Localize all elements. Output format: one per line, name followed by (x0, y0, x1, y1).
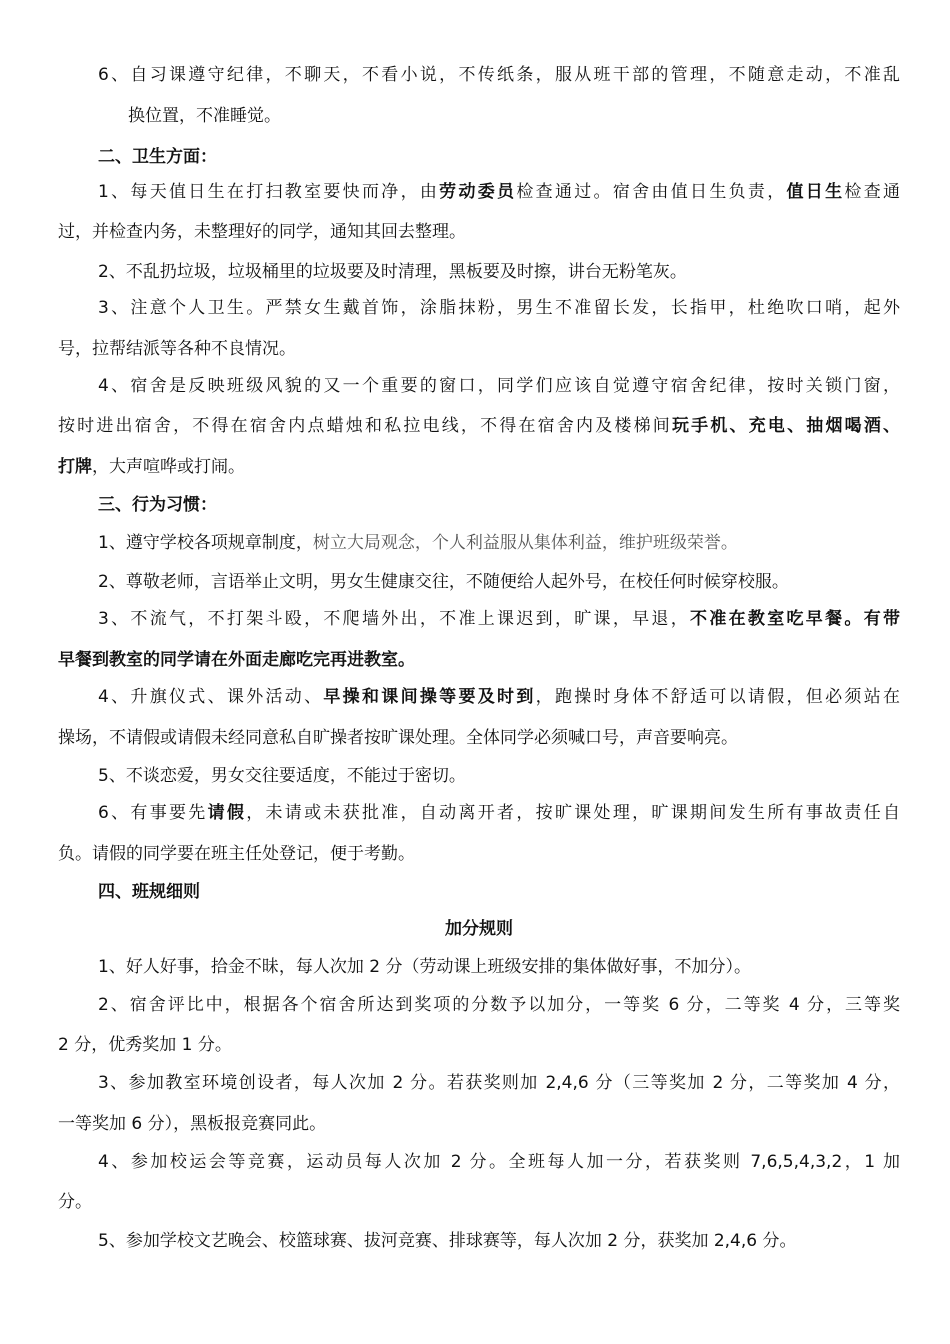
hygiene-rule-1-line-2: 过，并检查内务，未整理好的同学，通知其回去整理。 (58, 222, 466, 242)
hygiene-rule-4-line-1: 4、宿舍是反映班级风貌的又一个重要的窗口，同学们应该自觉遵守宿舍纪律，按时关锁门窗， (98, 376, 900, 396)
hygiene-rule-1-line-1 (98, 181, 900, 203)
behavior-rule-4-line-2: 操场，不请假或请假未经同意私自旷操者按旷课处理。全体同学必须喊口号，声音要响亮。 (58, 728, 738, 748)
rule-6-line-1: 6、自习课遵守纪律，不聊天，不看小说，不传纸条，服从班干部的管理，不随意走动，不准乱 (98, 65, 900, 85)
bonus-rule-2-line-2: 2 分，优秀奖加 1 分。 (58, 1035, 232, 1055)
bold-span: 不准在教室吃早餐。有带 (690, 609, 900, 629)
text-span: 4、升旗仪式、课外活动、 (98, 687, 324, 707)
bold-span: 请假 (207, 803, 247, 823)
text-span: 1、遵守学校各项规章制度， (98, 533, 313, 553)
bold-span: 早操和课间操等要及时到 (323, 687, 536, 707)
hygiene-rule-4-line-2 (58, 415, 900, 437)
hygiene-rule-4-line-3 (58, 456, 900, 478)
text-span: ，未请或未获批准，自动离开者，按旷课处理，旷课期间发生所有事故责任自 (246, 803, 900, 823)
bold-span: 玩手机、充电、抽烟喝酒、 (671, 416, 900, 436)
bonus-rule-3-line-2: 一等奖加 6 分），黑板报竞赛同此。 (58, 1114, 327, 1134)
bold-span: 打牌 (58, 457, 92, 477)
behavior-rule-4-line-1 (98, 686, 900, 708)
rule-6-line-2: 换位置，不准睡觉。 (128, 106, 281, 126)
text-span: ，大声喧哗或打闹。 (92, 457, 245, 477)
bonus-rule-2-line-1: 2、宿舍评比中，根据各个宿舍所达到奖项的分数予以加分，一等奖 6 分，二等奖 4 分，三等奖 (98, 995, 900, 1015)
hygiene-rule-3-line-1: 3、注意个人卫生。严禁女生戴首饰，涂脂抹粉，男生不准留长发，长指甲，杜绝吹口哨，起外 (98, 298, 900, 318)
text-span: 检查通过。宿舍由值日生负责， (516, 182, 787, 202)
bonus-rule-4-line-2: 分。 (58, 1192, 92, 1212)
bonus-rule-5: 5、参加学校文艺晚会、校篮球赛、拔河竞赛、排球赛等，每人次加 2 分，获奖加 2,4,6 分。 (98, 1231, 797, 1251)
behavior-rule-6-line-2: 负。请假的同学要在班主任处登记，便于考勤。 (58, 844, 415, 864)
behavior-rule-3-line-1 (98, 608, 900, 630)
text-span: 3、不流气，不打架斗殴，不爬墙外出，不准上课迟到，旷课，早退， (98, 609, 691, 629)
bold-span: 早餐到教室的同学请在外面走廊吃完再进教室。 (58, 650, 415, 670)
bonus-rule-3-line-1: 3、参加教室环境创设者，每人次加 2 分。若获奖则加 2,4,6 分（三等奖加 2 分，二等奖加 4 分， (98, 1073, 900, 1093)
text-span: 检查通 (844, 182, 900, 202)
section-heading-class-rules: 四、班规细则 (98, 882, 200, 902)
hygiene-rule-3-line-2: 号，拉帮结派等各种不良情况。 (58, 339, 296, 359)
text-span: 按时进出宿舍，不得在宿舍内点蜡烛和私拉电线，不得在宿舍内及楼梯间 (58, 416, 672, 436)
text-span: ，跑操时身体不舒适可以请假，但必须站在 (535, 687, 900, 707)
bonus-rule-4-line-1: 4、参加校运会等竞赛，运动员每人次加 2 分。全班每人加一分，若获奖则 7,6,5,4,3,2，1 加 (98, 1152, 900, 1172)
behavior-rule-3-line-2 (58, 649, 900, 671)
bold-span: 劳动委员 (439, 182, 517, 202)
text-span: 6、有事要先 (98, 803, 208, 823)
behavior-rule-5: 5、不谈恋爱，男女交往要适度，不能过于密切。 (98, 766, 466, 786)
bold-span: 值日生 (786, 182, 845, 202)
section-heading-behavior: 三、行为习惯： (98, 495, 217, 515)
behavior-rule-2: 2、尊敬老师，言语举止文明，男女生健康交往，不随便给人起外号，在校任何时候穿校服。 (98, 572, 789, 592)
center-title-bonus-rules: 加分规则 (445, 919, 513, 939)
gray-span: 树立大局观念，个人利益服从集体利益，维护班级荣誉。 (312, 533, 738, 553)
bonus-rule-1: 1、好人好事，拾金不昧，每人次加 2 分（劳动课上班级安排的集体做好事，不加分）。 (98, 957, 751, 977)
behavior-rule-1 (98, 532, 900, 554)
section-heading-hygiene: 二、卫生方面： (98, 147, 217, 167)
hygiene-rule-2: 2、不乱扔垃圾，垃圾桶里的垃圾要及时清理，黑板要及时擦，讲台无粉笔灰。 (98, 262, 687, 282)
text-span: 1、每天值日生在打扫教室要快而净，由 (98, 182, 440, 202)
behavior-rule-6-line-1 (98, 802, 900, 824)
